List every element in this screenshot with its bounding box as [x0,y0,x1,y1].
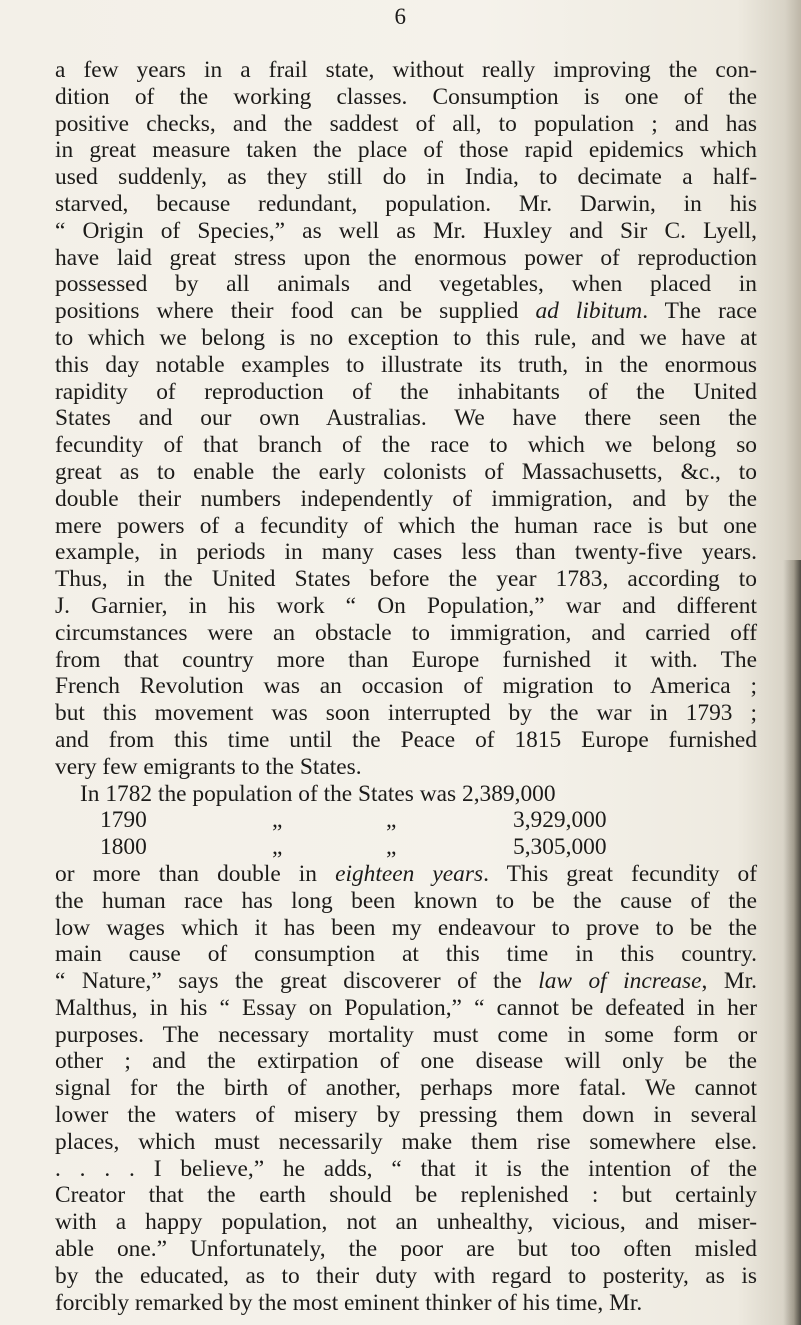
text-line: places, which must necessarily make them rise somewhere else. [55,1128,757,1155]
text-line: lower the waters of misery by pressing them down in several [55,1102,757,1129]
text-line: . . . . I believe,” he adds, “ that it is the intention of the [55,1155,757,1182]
text-line: low wages which it has been my endeavour to prove to be the [55,914,757,941]
text-line: a few years in a frail state, without really improving the con- [55,57,757,83]
ditto-mark: „ [386,834,397,861]
table-year: 1800 [100,834,147,861]
paragraph-after-table [55,861,757,1317]
text-line: great as to enable the early colonists of Massachusetts, &c., to [55,458,757,485]
text-line: rapidity of reproduction of the inhabitants of the United [55,378,757,405]
text-line: by the educated, as to their duty with regard to posterity, as is [55,1262,757,1289]
text-line: possessed by all animals and vegetables, when placed in [55,271,757,298]
text-line: from that country more than Europe furnished it with. The [55,646,757,673]
text-line: to which we belong is no exception to this rule, and we have at [55,324,757,351]
text-line: “ Origin of Species,” as well as Mr. Huxley and Sir C. Lyell, [55,217,757,244]
text-line: Thus, in the United States before the year 1783, according to [55,566,757,593]
text-line: this day notable examples to illustrate its truth, in the enormous [55,351,757,378]
text-line: starved, because redundant, population. Mr. Darwin, in his [55,190,757,217]
page-edge-shadow [783,560,801,1325]
text-line: French Revolution was an occasion of migration to America ; [55,673,757,700]
population-table [55,781,757,861]
text-line: have laid great stress upon the enormous power of reproduction [55,244,757,271]
ditto-mark: „ [386,807,397,834]
text-line: States and our own Australias. We have there seen the [55,405,757,432]
text-line: Creator that the earth should be replenished : but certainly [55,1182,757,1209]
paragraph-before-table [55,57,757,781]
text-line: mere powers of a fecundity of which the human race is but one [55,512,757,539]
text-line: able one.” Unfortunately, the poor are but too often misled [55,1236,757,1263]
text-line: the human race has long been known to be the cause of the [55,887,757,914]
text-line: with a happy population, not an unhealthy, vicious, and miser- [55,1209,757,1236]
text-line: purposes. The necessary mortality must come in some form or [55,1021,757,1048]
page-number: 6 [394,4,407,29]
text-line: and from this time until the Peace of 1815 Europe furnished [55,726,757,753]
text-line: very few emigrants to the States. [55,753,362,780]
text-line: example, in periods in many cases less than twenty-five years. [55,539,757,566]
table-value: 3,929,000 [513,807,607,834]
table-row-1790 [55,807,757,834]
table-row-1782 [55,781,757,808]
text-line: signal for the birth of another, perhaps more fatal. We cannot [55,1075,757,1102]
text-line: J. Garnier, in his work “ On Population,” war and different [55,592,757,619]
text-line: dition of the working classes. Consumption is one of the [55,83,757,110]
text-line: “ Nature,” says the great discoverer of the law of increase, Mr. [55,968,758,995]
text-line: in great measure taken the place of those rapid epidemics which [55,137,757,164]
table-value: 5,305,000 [513,834,607,861]
ditto-mark: „ [272,807,283,834]
table-lead-text: In 1782 the population of the States was 2,389,000 [80,780,556,807]
text-line: double their numbers independently of immigration, and by the [55,485,757,512]
text-line: but this movement was soon interrupted by the war in 1793 ; [55,700,757,727]
ditto-mark: „ [272,834,283,861]
text-line: other ; and the extirpation of one disease will only be the [55,1048,757,1075]
text-line: main cause of consumption at this time in this country. [55,941,757,968]
table-row-1800 [55,834,757,861]
text-line: used suddenly, as they still do in India, to decimate a half- [55,164,757,191]
text-line: circumstances were an obstacle to immigration, and carried off [55,619,757,646]
table-year: 1790 [100,807,147,834]
body-text [55,57,757,1316]
text-line: Malthus, in his “ Essay on Population,” “ cannot be defeated in her [55,994,757,1021]
text-line: positive checks, and the saddest of all, to population ; and has [55,110,757,137]
text-line: or more than double in eighteen years. This great fecundity of [55,860,757,887]
text-line: positions where their food can be supplied ad libitum. The race [55,298,757,325]
text-line: forcibly remarked by the most eminent thinker of his time, Mr. [55,1289,643,1316]
text-line: fecundity of that branch of the race to which we belong so [55,432,757,459]
